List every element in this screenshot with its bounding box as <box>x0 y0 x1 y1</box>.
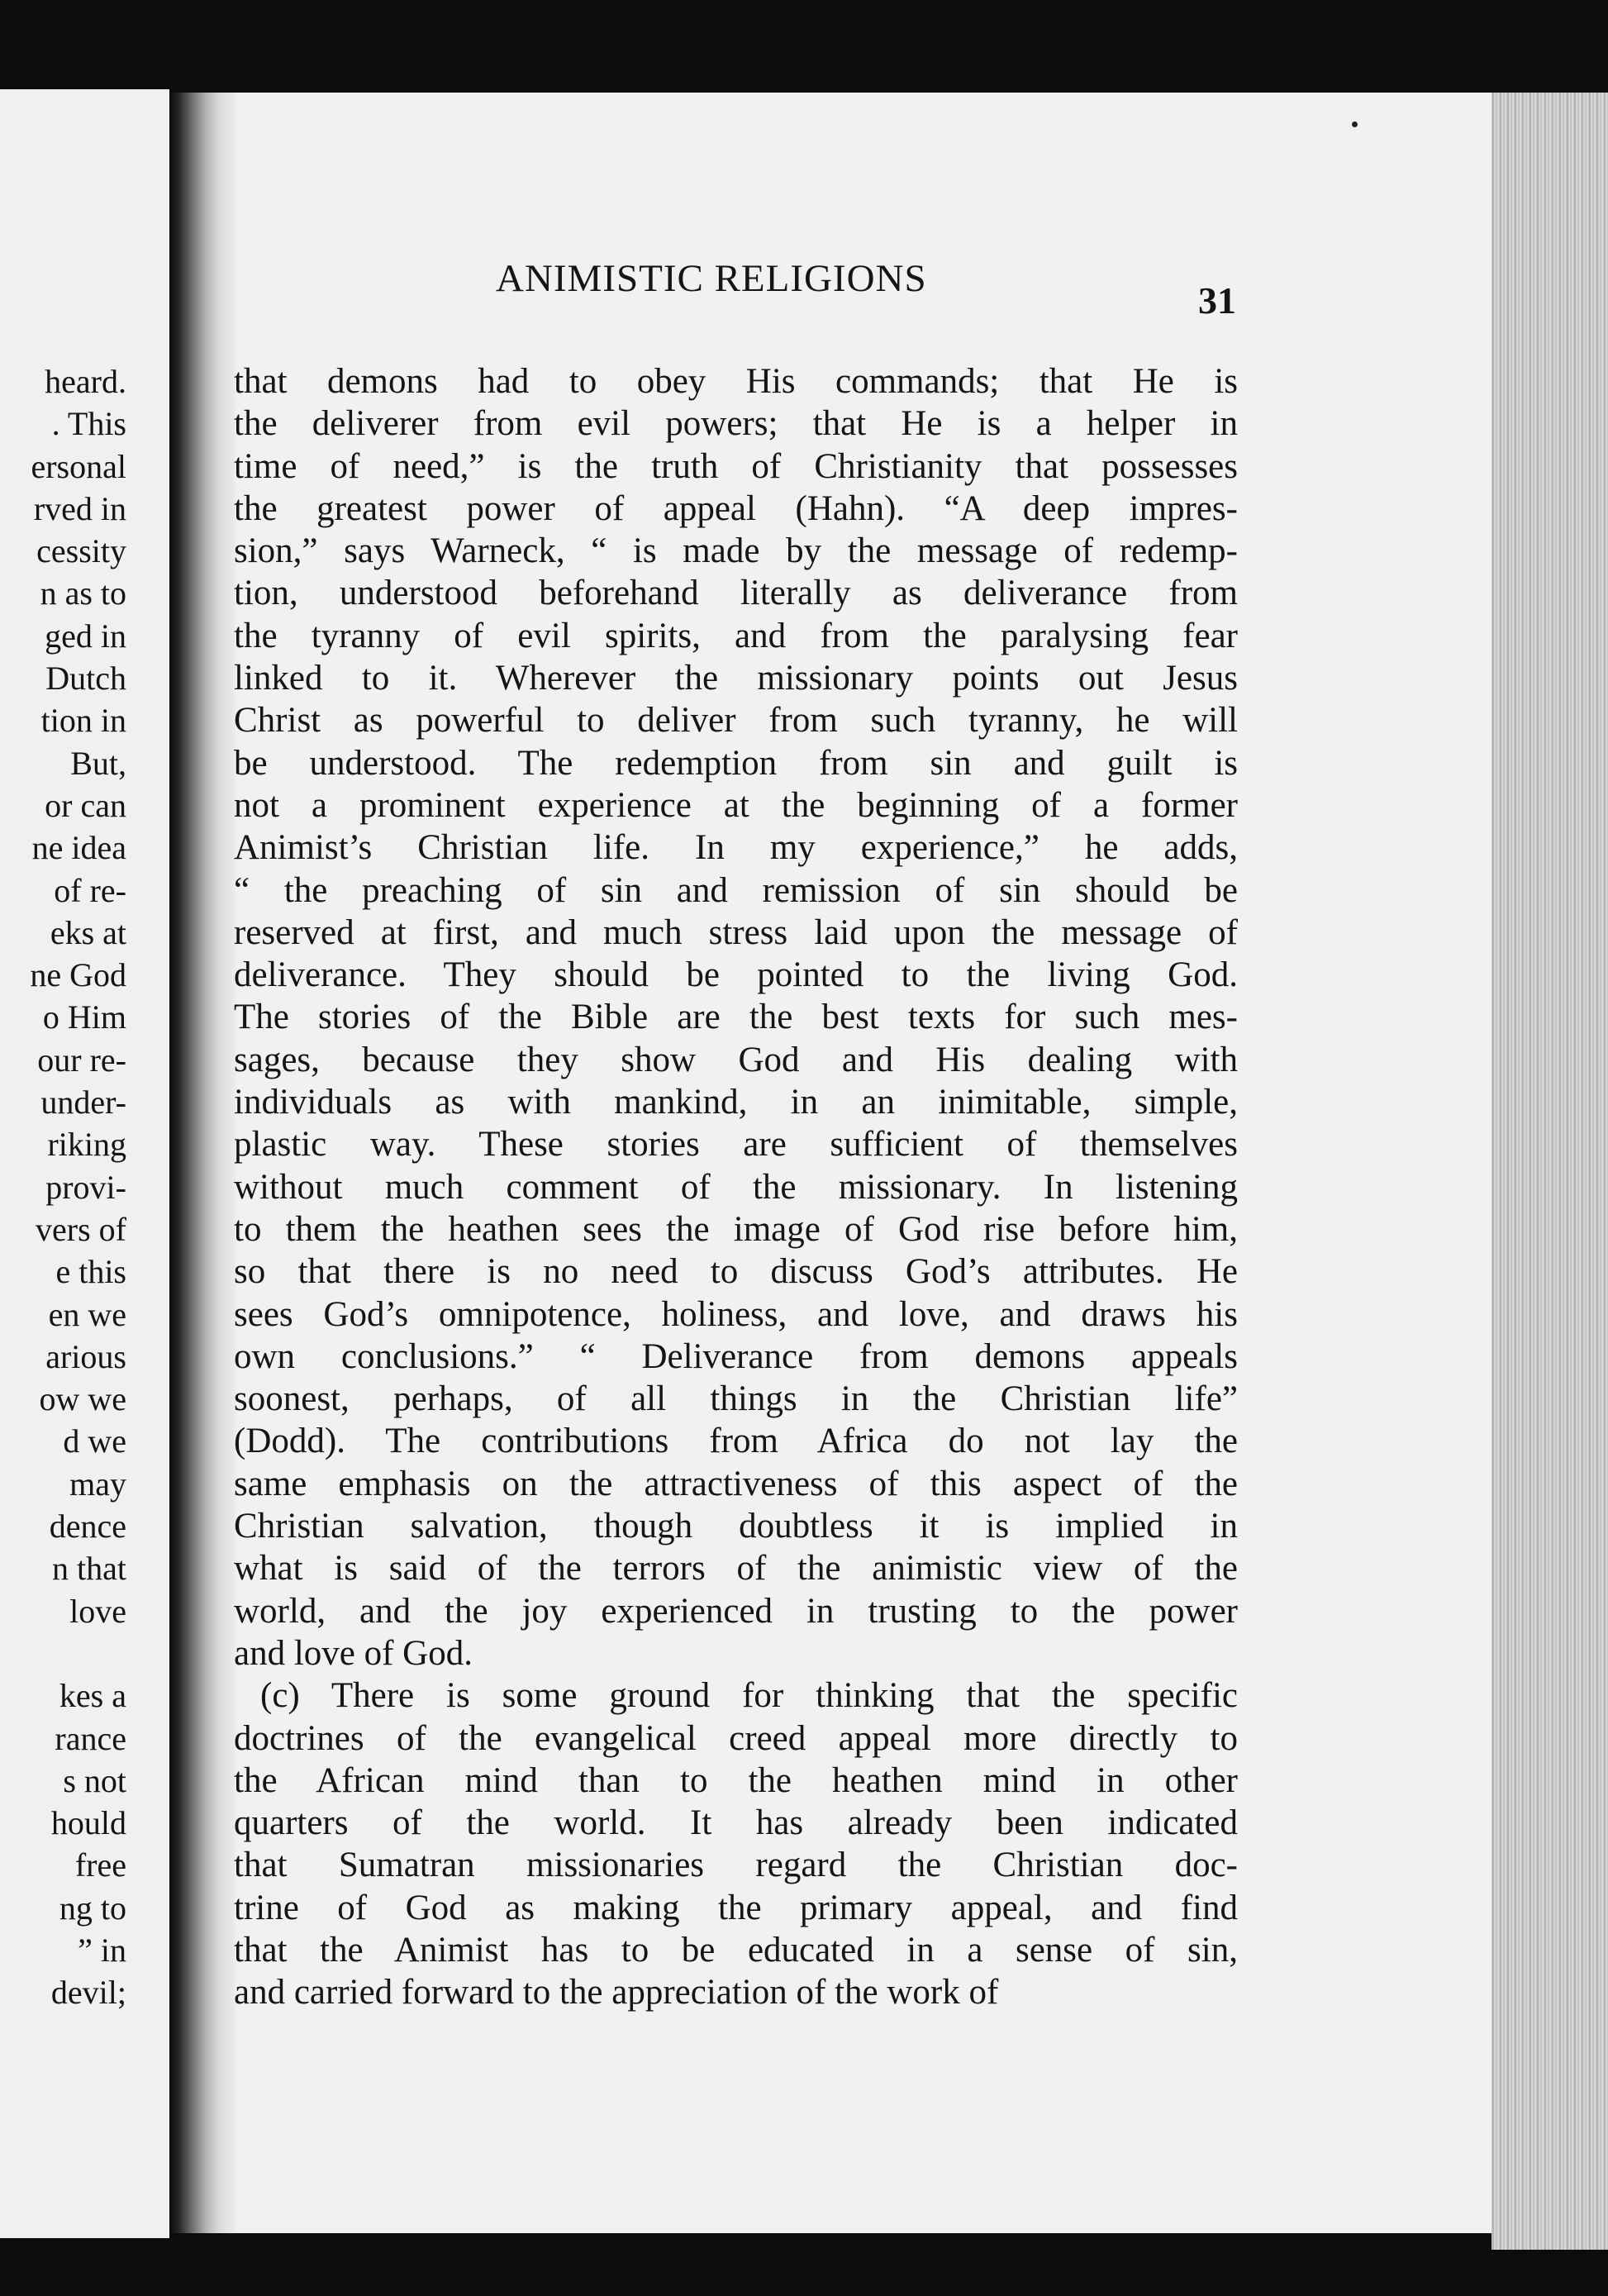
left-page-line: ne idea <box>31 829 126 867</box>
left-page-line <box>30 1632 126 1674</box>
left-page-line: arious <box>45 1337 126 1375</box>
body-line: without much comment of the missionary. In listening <box>234 1167 1238 1207</box>
left-page-line: free <box>74 1846 126 1884</box>
body-line: own conclusions.” “ Deliverance from demons appeals <box>234 1336 1238 1376</box>
body-line: (Dodd). The contributions from Africa do not lay the <box>234 1422 1238 1461</box>
page-number: 31 <box>1198 279 1236 322</box>
body-line: individuals as with mankind, in an inimitable, simple, <box>234 1083 1238 1122</box>
body-line: the deliverer from evil powers; that He is a helper in <box>234 404 1238 444</box>
body-line: the African mind than to the heathen mind in other <box>234 1760 1238 1800</box>
left-page-line: may <box>69 1465 126 1503</box>
body-line: and love of God. <box>234 1633 473 1673</box>
left-page-line: Dutch <box>45 660 126 698</box>
page-edge <box>1491 93 1608 2250</box>
body-line: sion,” says Warneck, “ is made by the message of redemp- <box>234 531 1238 571</box>
body-line: so that there is no need to discuss God’s attributes. He <box>234 1252 1238 1292</box>
body-line: soonest, perhaps, of all things in the Christian life” <box>234 1379 1238 1419</box>
left-page-line: n as to <box>40 574 126 612</box>
body-line: what is said of the terrors of the animistic view of the <box>234 1549 1238 1589</box>
body-line: quarters of the world. It has already been indicated <box>234 1803 1238 1843</box>
running-title: ANIMISTIC RELIGIONS <box>496 257 927 300</box>
body-line: that the Animist has to be educated in a sense of sin, <box>234 1930 1238 1970</box>
left-page-line: of re- <box>54 871 126 909</box>
left-page-line: rance <box>55 1719 126 1757</box>
left-page-line: or can <box>45 786 126 824</box>
left-page-line: ersonal <box>31 447 126 485</box>
body-line: Christ as powerful to deliver from such tyranny, he will <box>234 701 1238 741</box>
left-page-line: our re- <box>37 1041 126 1079</box>
left-page-line: hould <box>50 1804 126 1842</box>
body-line: trine of God as making the primary appeal, and find <box>234 1888 1238 1927</box>
left-page-line: o Him <box>42 998 126 1036</box>
left-page-line: d we <box>63 1422 126 1460</box>
left-page-line: n that <box>52 1550 126 1588</box>
left-page-line: heard. <box>45 363 126 400</box>
left-page-line: tion in <box>40 702 126 740</box>
body-line: to them the heathen sees the image of God rise before him, <box>234 1209 1238 1249</box>
left-page-line: ng to <box>59 1889 126 1927</box>
body-line: the tyranny of evil spirits, and from the paralysing fear <box>234 616 1238 655</box>
body-line: and carried forward to the appreciation of the work of <box>234 1973 999 2013</box>
body-line: time of need,” is the truth of Christianity that possesses <box>234 446 1238 486</box>
left-page-line: . This <box>51 405 126 443</box>
left-page-line: en we <box>48 1295 126 1333</box>
left-page-line: provi- <box>45 1168 126 1206</box>
left-page-line: love <box>69 1592 126 1630</box>
left-page-line: But, <box>70 744 126 782</box>
body-line: the greatest power of appeal (Hahn). “A deep impres- <box>234 488 1238 528</box>
left-page-line: dence <box>49 1508 126 1546</box>
body-line: reserved at first, and much stress laid upon the message of <box>234 912 1238 952</box>
left-page-line: under- <box>40 1084 126 1122</box>
body-text <box>234 360 1238 2014</box>
left-page-line: ged in <box>45 617 126 655</box>
body-line: deliverance. They should be pointed to the living God. <box>234 955 1238 995</box>
left-page-line: ” in <box>78 1931 126 1969</box>
left-page <box>0 89 169 2238</box>
left-page-text <box>30 360 126 2014</box>
left-page-line: ow we <box>39 1380 126 1418</box>
body-line: that Sumatran missionaries regard the Christian doc- <box>234 1846 1238 1885</box>
body-line: plastic way. These stories are sufficient of themselves <box>234 1125 1238 1165</box>
left-page-line: cessity <box>36 532 126 570</box>
body-line: that demons had to obey His commands; that He is <box>234 362 1238 401</box>
left-page-line: ne God <box>30 956 126 994</box>
left-page-line: e this <box>55 1253 126 1291</box>
left-page-line: s not <box>63 1761 126 1799</box>
body-line: doctrines of the evangelical creed appeal more directly to <box>234 1718 1238 1758</box>
body-line: tion, understood beforehand literally as deliverance from <box>234 574 1238 613</box>
body-line: (c) There is some ground for thinking that the specific <box>260 1676 1238 1716</box>
left-page-line: kes a <box>59 1677 126 1715</box>
body-line: linked to it. Wherever the missionary points out Jesus <box>234 659 1238 698</box>
left-page-line: devil; <box>50 1974 126 2012</box>
left-page-line: rved in <box>33 489 126 527</box>
body-line: The stories of the Bible are the best texts for such mes- <box>234 998 1238 1037</box>
left-page-line: eks at <box>50 913 126 951</box>
body-line: not a prominent experience at the beginning of a former <box>234 785 1238 825</box>
body-line: sees God’s omnipotence, holiness, and love, and draws his <box>234 1294 1238 1334</box>
body-line: Christian salvation, though doubtless it is implied in <box>234 1507 1238 1546</box>
body-line: same emphasis on the attractiveness of this aspect of the <box>234 1464 1238 1503</box>
body-line: Animist’s Christian life. In my experience,” he adds, <box>234 828 1238 868</box>
body-line: sages, because they show God and His dealing with <box>234 1040 1238 1079</box>
body-line: be understood. The redemption from sin and guilt is <box>234 743 1238 783</box>
book-gutter <box>169 93 235 2233</box>
left-page-line: riking <box>47 1126 126 1164</box>
body-line: “ the preaching of sin and remission of sin should be <box>234 870 1238 910</box>
body-line: world, and the joy experienced in trusting to the power <box>234 1591 1238 1631</box>
speck <box>1352 121 1358 127</box>
left-page-line: vers of <box>36 1210 126 1248</box>
